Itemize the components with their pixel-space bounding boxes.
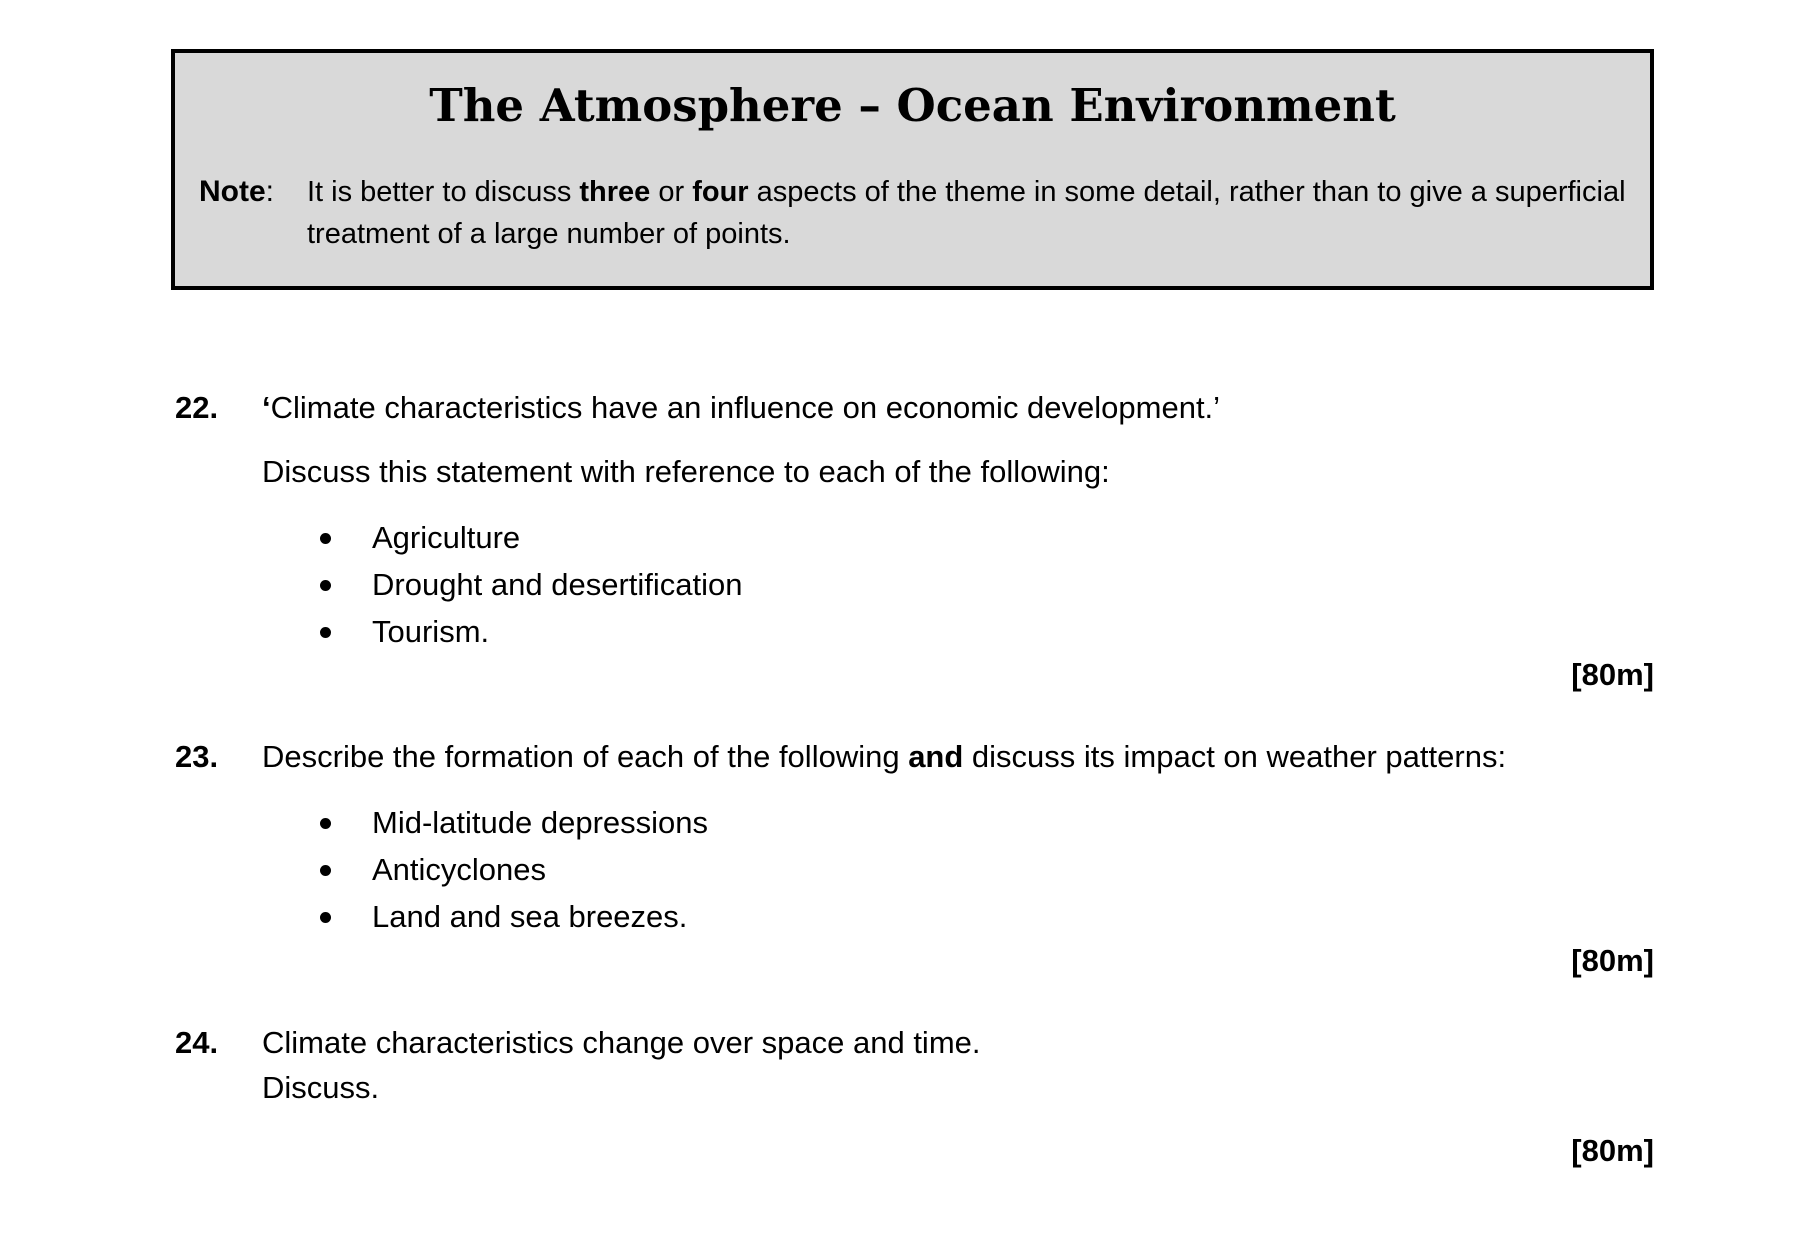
bullet-icon [320,818,331,829]
note-text [307,171,1627,255]
list-item [320,893,708,940]
question-23-bold-and: and [908,739,964,774]
list-item-label: Anticyclones [372,852,547,887]
list-item-label: Mid-latitude depressions [372,805,709,840]
question-24-marks: [80m] [1571,1133,1654,1168]
question-24-line1: Climate characteristics change over space and time. [262,1025,981,1060]
note-label-wrap [199,171,274,213]
question-22-number: 22. [175,390,219,425]
bullet-icon [320,865,331,876]
list-item-label: Land and sea breezes. [372,899,688,934]
question-23-text-part1: Describe the formation of each of the following [262,739,909,774]
question-22-bullet-list [320,514,743,655]
note-text-part3: aspects of the theme in some detail, rather than to give a superficial treatment of a large number of points. [307,176,1626,250]
question-22-instruction: Discuss this statement with reference to each of the following: [262,454,1110,489]
list-item [320,561,743,608]
list-item [320,608,743,655]
list-item [320,846,708,893]
note-bold-four: four [692,176,749,208]
list-item-label: Drought and desertification [372,567,743,602]
bullet-icon [320,627,331,638]
note-colon: : [265,175,275,208]
note-text-part1: It is better to discuss [307,176,580,208]
question-22-statement-text: Climate characteristics have an influence on economic development.’ [270,390,1221,425]
question-22-marks: [80m] [1571,657,1654,692]
question-22-open-quote: ‘ [262,390,271,425]
note-text-part2: or [650,176,693,208]
list-item [320,799,708,846]
page-title: The Atmosphere – Ocean Environment [429,79,1396,132]
question-23-marks: [80m] [1571,943,1654,978]
question-24-number: 24. [175,1025,219,1060]
bullet-icon [320,533,331,544]
bullet-icon [320,912,331,923]
list-item [320,514,743,561]
question-23-text-part2: discuss its impact on weather patterns: [963,739,1507,774]
question-24-line2: Discuss. [262,1070,380,1105]
question-23-number: 23. [175,739,219,774]
note-label: Note [199,175,266,208]
list-item-label: Agriculture [372,520,521,555]
list-item-label: Tourism. [372,614,490,649]
bullet-icon [320,580,331,591]
question-23-bullet-list [320,799,708,940]
question-22-statement [262,387,1220,429]
note-bold-three: three [579,176,651,208]
question-23-text [262,736,1506,778]
theme-header-box [171,49,1654,290]
